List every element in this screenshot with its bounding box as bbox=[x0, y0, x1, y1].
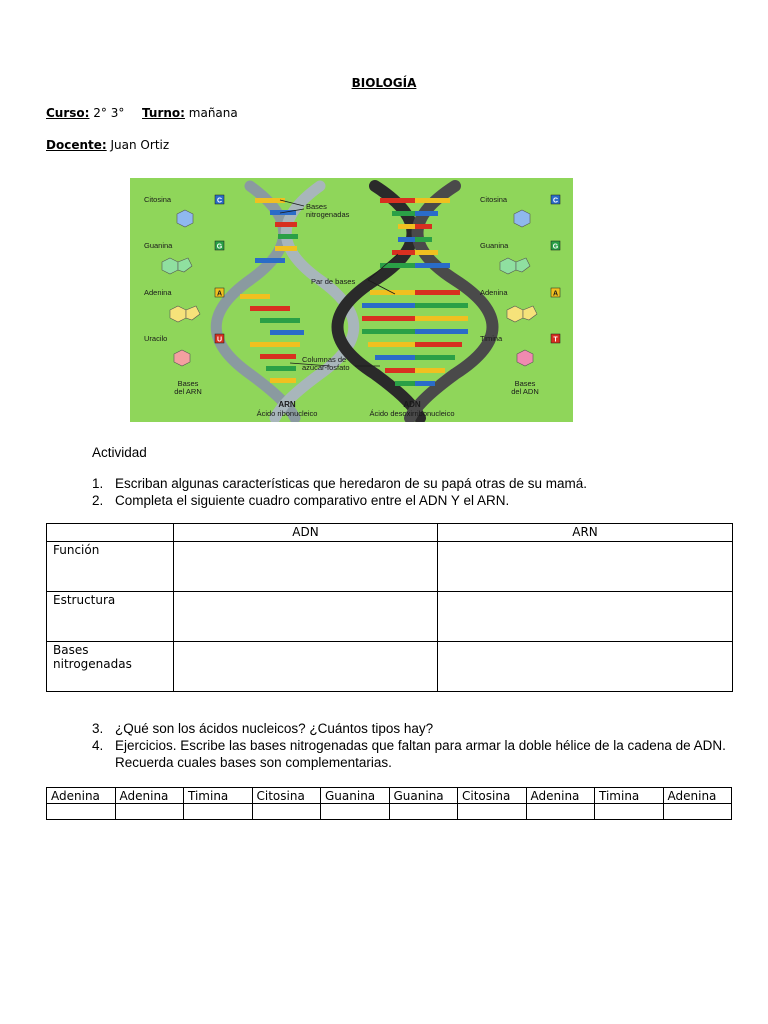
page-title: BIOLOGÍA bbox=[351, 76, 417, 90]
item-number: 1. bbox=[92, 476, 104, 491]
label-par-bases: Par de bases bbox=[311, 277, 356, 286]
answer-cell[interactable] bbox=[438, 592, 733, 642]
left-label-3: Uracilo bbox=[144, 334, 168, 343]
turno-label: Turno: bbox=[142, 106, 185, 120]
label-columnas-2: azúcar-fosfato bbox=[302, 363, 350, 372]
base-cell: Timina bbox=[595, 788, 664, 804]
table-row bbox=[47, 642, 733, 692]
answer-cell[interactable] bbox=[47, 804, 116, 820]
item-number: 3. bbox=[92, 721, 104, 736]
answer-cell[interactable] bbox=[663, 804, 732, 820]
curso-label: Curso: bbox=[46, 106, 90, 120]
row-label: Función bbox=[47, 542, 174, 592]
table-row bbox=[47, 592, 733, 642]
header-cell: ARN bbox=[438, 524, 733, 542]
left-label-2: Adenina bbox=[144, 288, 172, 297]
answer-cell[interactable] bbox=[321, 804, 390, 820]
answer-cell[interactable] bbox=[184, 804, 253, 820]
bases-table bbox=[46, 787, 732, 820]
adn-subtitle: Ácido desoxirribonucleico bbox=[369, 409, 455, 418]
right-label-2: Adenina bbox=[480, 288, 508, 297]
actividad-item bbox=[92, 720, 732, 737]
arn-title: ARN bbox=[278, 400, 296, 409]
item-text: Ejercicios. Escribe las bases nitrogenadas que faltan para armar la doble hélice de la cadena de ADN. Recuerda cuales bases son complementarias. bbox=[115, 738, 726, 770]
right-letter-boxes bbox=[551, 195, 560, 344]
base-cell: Adenina bbox=[115, 788, 184, 804]
base-cell: Timina bbox=[184, 788, 253, 804]
answer-cell[interactable] bbox=[115, 804, 184, 820]
actividad-item bbox=[92, 475, 732, 492]
right-label-3: Timina bbox=[480, 334, 503, 343]
answer-cell[interactable] bbox=[595, 804, 664, 820]
right-label-1: Guanina bbox=[480, 241, 509, 250]
answer-cell[interactable] bbox=[174, 592, 438, 642]
item-number: 4. bbox=[92, 738, 104, 753]
actividad-item bbox=[92, 492, 732, 509]
label-columnas-1: Columnas de bbox=[302, 355, 347, 364]
row-label: Estructura bbox=[47, 592, 174, 642]
answer-cell[interactable] bbox=[438, 642, 733, 692]
course-line bbox=[46, 106, 238, 120]
bases-row-given bbox=[47, 788, 732, 804]
bases-adn-1: Bases bbox=[514, 379, 536, 388]
right-letter-2: A bbox=[552, 290, 559, 298]
dna-rna-figure bbox=[130, 178, 573, 422]
answer-cell[interactable] bbox=[526, 804, 595, 820]
answer-cell[interactable] bbox=[458, 804, 527, 820]
table-header-row bbox=[47, 524, 733, 542]
label-bases-nitrogenadas-1: Bases bbox=[306, 202, 327, 211]
left-label-0: Citosina bbox=[144, 195, 172, 204]
answer-cell[interactable] bbox=[174, 642, 438, 692]
actividad-heading: Actividad bbox=[92, 445, 147, 460]
header-cell: ADN bbox=[174, 524, 438, 542]
base-cell: Guanina bbox=[389, 788, 458, 804]
left-letter-3: U bbox=[216, 336, 223, 344]
base-cell: Citosina bbox=[458, 788, 527, 804]
answer-cell[interactable] bbox=[252, 804, 321, 820]
actividad-item bbox=[92, 737, 732, 771]
actividad-list-1 bbox=[92, 475, 732, 509]
curso-value: 2° 3° bbox=[93, 106, 125, 120]
item-text: ¿Qué son los ácidos nucleicos? ¿Cuántos tipos hay? bbox=[115, 721, 434, 736]
docente-label: Docente: bbox=[46, 138, 107, 152]
row-label: Bases nitrogenadas bbox=[47, 642, 174, 692]
bases-arn-1: Bases bbox=[177, 379, 199, 388]
actividad-list-2 bbox=[92, 720, 732, 771]
bases-adn-2: del ADN bbox=[511, 387, 539, 396]
right-letter-0: C bbox=[552, 197, 559, 205]
bases-row-answer bbox=[47, 804, 732, 820]
base-cell: Citosina bbox=[252, 788, 321, 804]
base-cell: Adenina bbox=[526, 788, 595, 804]
right-letter-1: G bbox=[552, 243, 559, 251]
docente-value: Juan Ortiz bbox=[110, 138, 170, 152]
comparison-table bbox=[46, 523, 733, 692]
bases-arn-2: del ARN bbox=[174, 387, 202, 396]
right-letter-3: T bbox=[553, 336, 558, 344]
base-cell: Adenina bbox=[663, 788, 732, 804]
left-label-1: Guanina bbox=[144, 241, 173, 250]
adn-base-pairs bbox=[362, 198, 468, 386]
left-letter-1: G bbox=[216, 243, 223, 251]
teacher-line bbox=[46, 138, 169, 152]
answer-cell[interactable] bbox=[438, 542, 733, 592]
left-letter-0: C bbox=[216, 197, 223, 205]
label-bases-nitrogenadas-2: nitrogenadas bbox=[306, 210, 350, 219]
item-text: Escriban algunas características que heredaron de su papá otras de su mamá. bbox=[115, 476, 588, 491]
table-row bbox=[47, 542, 733, 592]
answer-cell[interactable] bbox=[174, 542, 438, 592]
left-letter-2: A bbox=[216, 290, 223, 298]
turno-value: mañana bbox=[188, 106, 238, 120]
header-cell bbox=[47, 524, 174, 542]
base-cell: Guanina bbox=[321, 788, 390, 804]
base-cell: Adenina bbox=[47, 788, 116, 804]
adn-title: ADN bbox=[403, 400, 421, 409]
right-label-0: Citosina bbox=[480, 195, 508, 204]
arn-subtitle: Ácido ribonucleico bbox=[256, 409, 318, 418]
item-number: 2. bbox=[92, 493, 104, 508]
answer-cell[interactable] bbox=[389, 804, 458, 820]
item-text: Completa el siguiente cuadro comparativo entre el ADN Y el ARN. bbox=[115, 493, 510, 508]
arn-bases bbox=[240, 198, 304, 383]
